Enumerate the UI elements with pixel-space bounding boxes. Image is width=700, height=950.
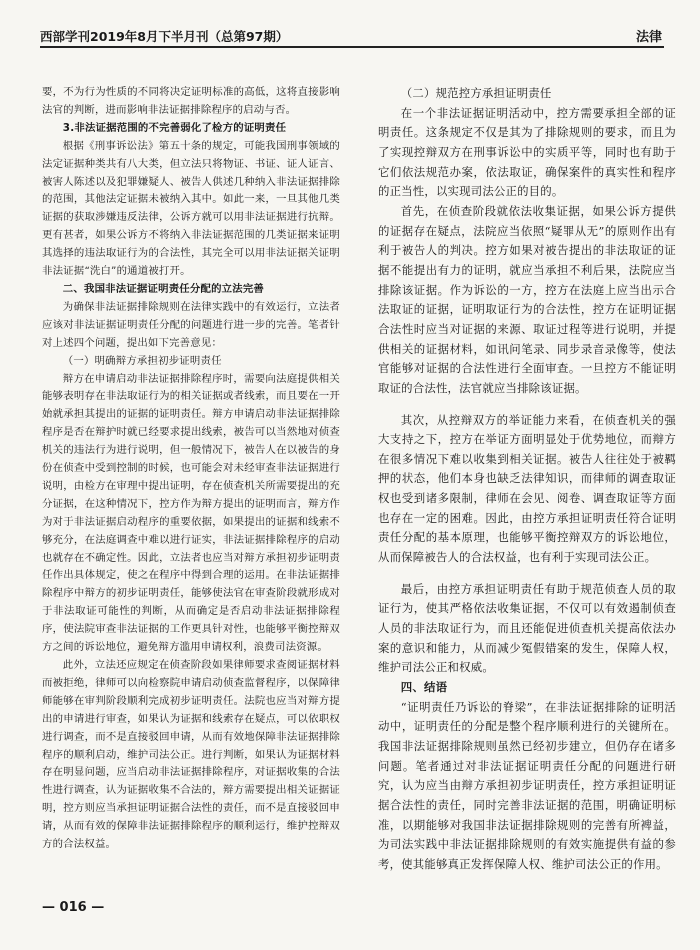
- paragraph: 根据《刑事诉讼法》第五十条的规定，可能我国刑事领域的法定证据种类共有八大类，但立法只将物证、书证、证人证言、被害人陈述以及犯罪嫌疑人、被告人供述几种纳入非法证据排除的范围，其他法定证据未被纳入其中。如此一来，一旦其他几类证据的获取涉嫌违反法律，公诉方就可以用非法证据进行抗辩。更有甚者，如果公诉方不将纳入非法证据范围的几类证据来证明其选择的违法取证行为的合法性，其完全可以用非法证据关证明非法证据“洗白”的通道被打开。: [42, 139, 340, 278]
- paragraph: 最后，由控方承担证明责任有助于规范侦查人员的取证行为，使其严格依法收集证据，不仅可以有效遏制侦查人员的非法取证行为，而且还能促进侦查机关提高依法办案的意识和能力，从而减少冤假错案的发生，保障人权，维护司法公正和权威。: [378, 581, 676, 675]
- paragraph: 要，不为行为性质的不同将决定证明标准的高低，这将直接影响法官的判断，进而影响非法证据排除程序的启动与否。: [42, 86, 340, 116]
- right-column: [378, 84, 676, 875]
- section-heading: 四、结语: [400, 680, 448, 695]
- running-header: [40, 26, 664, 48]
- section-label: 法律: [635, 30, 662, 45]
- section-heading: 二、我国非法证据证明责任分配的立法完善: [62, 282, 265, 295]
- journal-issue: 西部学刊2019年8月下半月刊（总第97期）: [40, 29, 289, 44]
- paragraph: “证明责任乃诉讼的脊梁”，在非法证据排除的证明活动中，证明责任的分配是整个程序顺利进行的关键所在。我国非法证据排除规则虽然已经初步建立，但仍存在诸多问题。笔者通过对非法证据证明责任分配的问题进行研究，认为应当由辩方承担初步证明责任，控方承担证明证据合法性的责任，同时完善非法证据的范围，明确证明标准，以期能够对我国非法证据排除规则的完善有所裨益，为司法实践中非法证据排除规则的有效实施提供有益的参考，使其能够真正发挥保障人权、维护司法公正的作用。: [378, 699, 676, 871]
- paragraph: 辩方在申请启动非法证据排除程序时，需要向法庭提供相关能够表明存在非法取证行为的相关证据或者线索，而且要在一开始就承担其提出的证据的证明责任。辩方申请启动非法证据排除程序是否在辩护时就已经要求提出线索，被告可以当然地对侦查机关的违法行为进行说明，但一般情况下，被告人在以被告的身份在侦查中受到控制的时候，也可能会对未经审查非法证据进行说明，由检方在审理中提出证明，存在侦查机关所需要提出的充分证据，在这种情况下，控方作为辩方提出的证明而言，辩方作为对于非法证据启动程序的重要依据，如果提出的证据和线索不够充分，在法庭调查中难以进行证实，非法证据排除程序的启动也就存在不确定性。因此，立法者也应当对辩方承担初步证明责任作出具体规定，使之在程序中得到合理的运用。在非法证据排除程序中辩方的初步证明责任，能够使法官在审查阶段就形成对于非法取证可能性的判断，从而确定是否启动非法证据排除程序，使法院审查非法证据的工作更具针对性，也能够平衡控辩双方之间的诉讼地位，避免辩方滥用申请权利，浪费司法资源。: [42, 372, 340, 654]
- subsection-heading: （一）明确辩方承担初步证明责任: [62, 354, 222, 367]
- subsection-heading: 3.非法证据范围的不完善弱化了检方的证明责任: [62, 121, 287, 134]
- paragraph: 此外，立法还应规定在侦查阶段如果律师要求查阅证据材料而被拒绝，律师可以向检察院申请启动侦查监督程序，以保障律师能够在审判阶段顺利完成初步证明责任。法院也应当对辩方提出的申请进行审查，如果认为证据和线索存在疑点，可以依职权进行调查，而不是直接驳回申请，从而有效地保障非法证据排除程序的顺利启动，维护司法公正。进行判断，如果认为证据材料存在明显问题，应当启动非法证据排除程序，对证据收集的合法性进行调查，认为证据收集不合法的，辩方需要提出相关证据证明，控方则应当承担证明证据合法性的责任，而不是直接驳回申请，从而有效的保障非法证据排除程序的顺利运行，维护控辩双方的合法权益。: [42, 659, 340, 851]
- paragraph: 在一个非法证据证明活动中，控方需要承担全部的证明责任。这条规定不仅是其为了排除规则的要求，而且为了实现控辩双方在刑事诉讼中的实质平等，同时也有助于它们依法规范办案，依法取证，确保案件的真实性和程序的正当性，以实现司法公正的目的。: [378, 105, 676, 199]
- paragraph: 首先，在侦查阶段就依法收集证据，如果公诉方提供的证据存在疑点，法院应当依照“疑罪从无”的原则作出有利于被告人的判决。控方如果对被告提出的非法取证的证据不能提出有力的证明，就应当承担不利后果，法院应当排除该证据。作为诉讼的一方，控方在法庭上应当出示合法取证的证据，证明取证行为的合法性，控方在证明证据合法性时应当对证据的来源、取证过程等进行说明，并提供相关的证据材料，如讯问笔录、同步录音录像等，使法官能够对证据的合法性进行全面审查。一旦控方不能证明取证的合法性，法官就应当排除该证据。: [378, 203, 676, 395]
- subsection-heading: （二）规范控方承担证明责任: [400, 86, 552, 100]
- paragraph: 其次，从控辩双方的举证能力来看，在侦查机关的强大支持之下，控方在举证方面明显处于优势地位，而辩方在很多情况下难以收集到相关证据。被告人往往处于被羁押的状态，他们本身也缺乏法律知识，而律师的调查取证权也受到诸多限制，律师在会见、阅卷、调查取证等方面也存在一定的困难。因此，由控方承担证明责任符合证明责任分配的基本原理，也能够平衡控辩双方的诉讼地位，从而保障被告人的合法权益，也有利于实现司法公正。: [378, 412, 676, 565]
- page-number: — 016 —: [42, 900, 105, 915]
- paragraph: 为确保非法证据排除规则在法律实践中的有效运行，立法者应该对非法证据证明责任分配的问题进行进一步的完善。笔者针对上述四个问题，提出如下完善意见：: [42, 300, 340, 349]
- left-column: [42, 84, 340, 854]
